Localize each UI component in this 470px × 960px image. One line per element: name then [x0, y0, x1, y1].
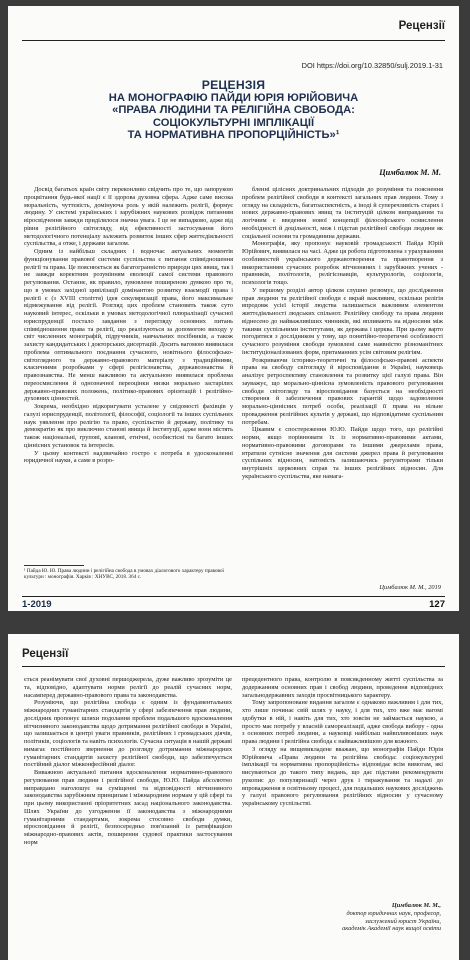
running-header: Рецензії: [22, 648, 69, 660]
paragraph: Монографія, яку пропонує науковій громадськості Пайда Юрій Юрійович, виявилася на часі. Адже ця робота підготовлена з урахуванням особливостей українського державотворення та правотворення з використанням сучасних розробок вітчизняних і зарубіжних учених - правників, політологів, релігієзнавців, культурологів, соціологів, психологів тощо.: [242, 240, 443, 286]
page-number: 127: [429, 599, 445, 610]
header-rule: [22, 40, 445, 41]
paragraph: У цьому контексті надзвичайно гостро є потреба в удосконаленні юридичної науки, а саме в розро-: [24, 449, 233, 465]
paragraph: Виважною актуальної питання вдосконалення нормативно-правового регулювання прав людини і релігійної свободи, Ю.Ю. Пайда абсолютно виправдано наголошує на суміщенні та відповідності вітчизняного законодавства зарубіжним принципам і міжнародним нормам у цій сфері та при цьому використанні пріоритетних засад національного законодавства. Шлях України до узгодження її законодавства з міжнародними гуманітарними стандартами, зокрема стосовно свободи думки, віросповідання й релігії, безпосередньо пов'язаний із ратифікацією міжнародно-правових актів, поширення судової практики застосування норм: [24, 769, 232, 846]
paragraph: Цікавим є спостереження Ю.Ю. Пайди щодо того, що релігійні норми, якщо порівнювати їх із нормативно-правовими актами, нормативно-правовими договорами та іншими джерелами права, втратили сутнісне значення для системи джерел права й регулювання суспільних відносин, натомість залишаючись регуляторами тільки внутрішніх церковних справ та інших релігійних відносин. Для українського суспільства, яке намага-: [242, 426, 443, 480]
paragraph: прецедентного права, контролю в повсякденному житті суспільства за додержанням основних прав і свобод людини, проведення відповідних загальнодержавних заходів просвітницького характеру.: [242, 676, 443, 699]
title-line-5: ТА НОРМАТИВНА ПРОПОРЦІЙНІСТЬ»¹: [127, 129, 340, 141]
paragraph: Зокрема, необхідно відкоригувати усталене у свідомості фахівців у галузі юриспруденції, політології, філософії, соціології та інших суспільних наук уявлення про релігію та право, суспільство й державу, політику та демократію як про виключно станові явища й інституції, адже вони містять також національні, групові, кланові, етнічні, особистісні та багато інших ціннісних установок та інтересів.: [24, 403, 233, 449]
signature-name: Цимбалюк М. М.,: [391, 902, 441, 909]
title-line-2: НА МОНОГРАФІЮ ПАЙДИ ЮРІЯ ЮРІЙОВИЧА: [108, 91, 359, 104]
body-column-right: [242, 676, 443, 898]
issue-label: 1-2019: [22, 599, 52, 610]
paragraph: Розкриваючи історико-теоретичні та філософсько-правові аспекти права на свободу світогляду й віросповідання в Україні, науковець аналізує ретроспективу становлення та розвитку цієї галузі права. Він зауважує, що морально-ціннісна зумовленість правового регулювання свободи світогляду та віросповідання базується на необхідності створення й забезпечення правових гарантій щодо задоволення морально-ціннісних потреб особи, реалізації її права на вільне провадження релігійних культів у державі, що відповідатиме суспільним потребам.: [242, 356, 443, 426]
footnote: ¹ Пайда Ю. Ю. Права людини і релігійна свобода в умовах діалогового характеру правової культури : монографія. Харків : ХНУВС, 2018. 364 с.: [24, 568, 224, 581]
review-page-127: [8, 6, 459, 611]
doi-link[interactable]: DOI https://doi.org/10.32850/sulj.2019.1-31: [301, 61, 443, 70]
footer-rule: [22, 596, 445, 597]
paragraph: У першому розділі автор цілком слушно резюмує, що дослідження прав людини та релігійної свободи є вкрай важливим, оскільки релігія впродовж усієї історії людства залишається важливим елементом життєдіяльності людських спільнот. Релігійну свободу та права людини віднесено до найважливіших чинників, які впливають на відносини між такими суспільними інститутами, як держава і церква. При цьому варто погодитися з дослідником у тому, що понятійно-теоретичні особливості сучасного розуміння свободи зумовлені саме наявністю різноманітних інституціоналізованих форм, притаманних усім світовим релігіям.: [242, 286, 443, 356]
title-line-3: «ПРАВА ЛЮДИНИ ТА РЕЛІГІЙНА СВОБОДА:: [112, 104, 355, 116]
title-line-1: РЕЦЕНЗІЯ: [201, 78, 266, 92]
header-rule: [22, 666, 445, 667]
paragraph: Одним із найбільш складних і водночас актуальних моментів функціонування правової системи суспільства є питання співвідношення релігії та права. Це пояснюється як багатогранністю природи цих явищ, так і не завжди коректним розумінням еволюції самої системи правового регулювання. Останнє, як правило, зумовлене поширеною думкою про те, що в умовах західної цивілізації домінантою розвитку взаємодії права і релігії є (з XVIII століття) ідея секуляризації права, його максимальне відмежування від релігії. Розгляд цих проблем становить також суто науковий інтерес, оскільки в умовах методологічної плюралізації сучасної юриспруденції постало завдання з перегляду основних питань співвідношення права та релігії, що реалізуються за допомогою виходу у світ численних монографій, підручників, навчальних посібників, а також захисту кандидатських і докторських дисертацій. Досить вагомою виявилася проблема оптимального поєднання сучасного, новітнього філософсько-світоглядного та державно-правового матеріалу з традиційними, класичними розробками у сфері релігієзнавства, державознавства й правознавства. Не менш важливою та актуальною виявилася проблема переосмислення й однозначної переоцінки низки морально застарілих державно-правових положень, політико-правових орієнтацій і релігійно-духовних цінностей.: [24, 248, 233, 403]
body-column-left: [24, 676, 232, 960]
paragraph: бленні цілісних доктринальних підходів до розуміння та пояснення проблем релігійної свободи в контексті загальних прав людини. Тому з огляду на складність, багатоаспектність, а іноді й суперечливість старих і нових державно-правових явищ та інституцій цілком виправданим та логічним є введення нової концепції філософського осмислення необхідності й доцільності, меж і підстав релігійної свободи людини як соціальної основи та громадянина держави.: [242, 186, 443, 240]
body-column-left: [24, 186, 233, 561]
body-column-right: [242, 186, 443, 584]
paragraph: Тому запропоноване видання загалом є однаково важливим і для тих, хто лише починає свій шлях у науку, і для тих, хто вже має вагомі здобутки в ній, і навіть для тих, хто зовсім не займається наукою, а просто має потребу у власній самореалізації, адже свобода вибору - одна з основних потреб людини, а науковці найбільш найвпливовіших наук права людини і релігійна свобода є найважливішою для кожного.: [242, 699, 443, 745]
signature-degree: доктор юридичних наук, професор,: [346, 909, 441, 917]
paragraph: ється реанімувати свої духовні першоджерела, дуже важливо зрозуміти це та, відповідно, адаптувати норми релігії до реалій сучасних норм, насамперед державно-правового права та законодавства.: [24, 676, 232, 699]
paragraph: З огляду на вищевикладене вважаю, що монографія Пайди Юрія Юрійовича «Права людини та релігійна свобода: соціокультурні імплікації та нормативна пропорційність» відповідає всім вимогам, які висуваються до такого типу видань, що дає підстави рекомендувати рукопис до популяризації через друк і тиражування та надалі до впровадження в освітньому процесі, для подальших наукових досліджень у галузі правового регулювання релігійних відносин у сучасному українському суспільстві.: [242, 745, 443, 807]
article-title: [22, 79, 445, 142]
signature-title: заслужений юрист України,: [365, 917, 441, 925]
running-header: Рецензії: [398, 20, 445, 32]
author-name: Цимбалюк М. М.: [379, 168, 441, 177]
paragraph: Досвід багатьох країн світу переконливо свідчить про те, що запорукою процвітання будь-якої нації є її здорова духовна сфера. Адже саме висока моральність, чуттєвість, домінуюча роль у якій належить релігії, формує людину. У системі українських і зарубіжних наукових розвідок питанням віросвідчення завжди приділялося значна увага. І це не випадково, адже від рівня релігійного світогляду, від ефективності застосування його методологічного потенціалу залежить розвиток інших сфер життєдіяльності суспільства, а отже, і держави загалом.: [24, 186, 233, 248]
title-line-4: СОЦІОКУЛЬТУРНІ ІМПЛІКАЦІЇ: [152, 116, 315, 129]
copyright-signature: Цимбалюк М. М., 2019: [379, 584, 441, 591]
signature-academy: академік Академії наук вищої освіти: [342, 925, 441, 933]
paragraph: Розуміючи, що релігійна свобода є одним із фундаментальних міжнародних гуманітарних стандартів у сфері забезпечення прав людини, дослідник пропонує шляхи подолання проблем подальшого вдосконалення вітчизняного законодавства щодо дотримання релігійної свободи в Україні, що залишається в центрі уваги правників, релігійних і громадських діячів, політиків, соціологів та навіть психологів. Сучасна ситуація в нашій державі вимагає постійного звернення до розгляду дотримання міжнародних гуманітарних стандартів захисту релігійної свободи, що забезпечується постійний діалог міжконфесійний діалог.: [24, 699, 232, 769]
review-page-128: [8, 634, 459, 960]
author-signature-block: [342, 902, 441, 933]
footnote-rule: [24, 565, 84, 566]
